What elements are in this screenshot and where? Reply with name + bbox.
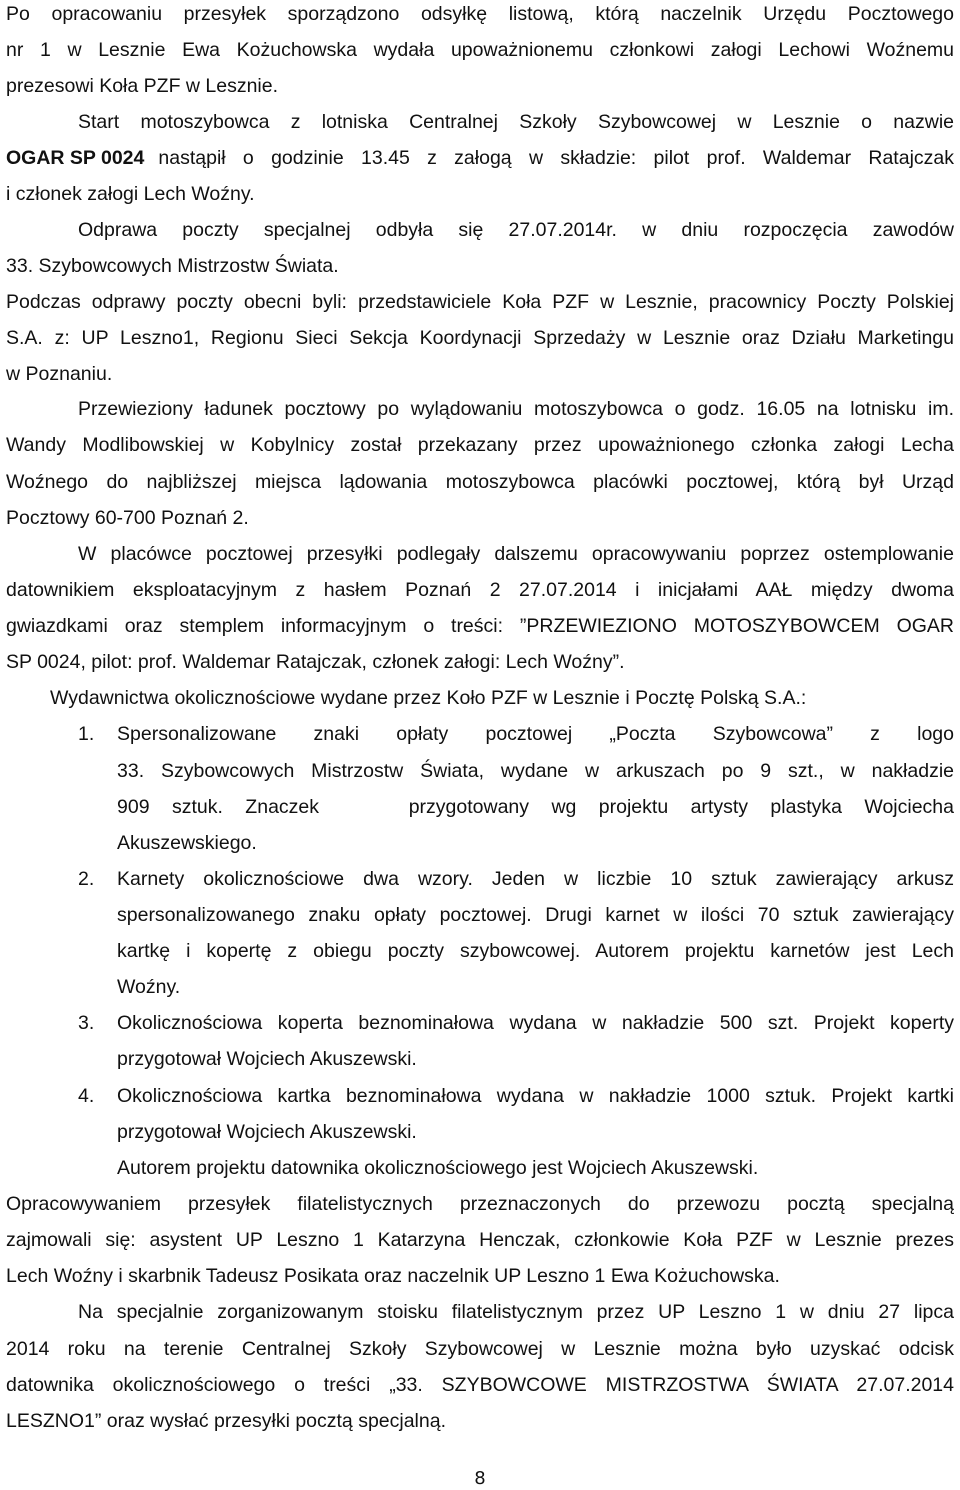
paragraph-line: Start motoszybowca z lotniska Centralnej Szkoły Szybowcowej w Lesznie o nazwie [78, 111, 954, 133]
paragraph-line: W placówce pocztowej przesyłki podlegały dalszemu opracowywaniu poprzez ostemplowanie [78, 543, 954, 565]
paragraph-text: nastąpił o godzinie 13.45 z załogą w składzie: pilot prof. Waldemar Ratajczak [158, 147, 954, 169]
paragraph-line: Podczas odprawy poczty obecni byli: przedstawiciele Koła PZF w Lesznie, pracownicy Poczty Polskiej [6, 291, 954, 313]
paragraph-line: Wydawnictwa okolicznościowe wydane przez Koło PZF w Lesznie i Pocztę Polską S.A.: [50, 687, 807, 709]
paragraph-line [6, 146, 954, 170]
paragraph-line: nr 1 w Lesznie Ewa Kożuchowska wydała upoważnionemu członkowi załogi Lechowi Woźnemu [6, 39, 954, 61]
list-note: Autorem projektu datownika okolicznościowego jest Wojciech Akuszewski. [117, 1157, 759, 1179]
paragraph-line: zajmowali się: asystent UP Leszno 1 Katarzyna Henczak, członkowie Koła PZF w Lesznie prezes [6, 1229, 954, 1251]
list-item-line: Spersonalizowane znaki opłaty pocztowej „Poczta Szybowcowa” z logo [117, 723, 954, 745]
paragraph-line: gwiazdkami oraz stemplem informacyjnym o treści: ”PRZEWIEZIONO MOTOSZYBOWCEM OGAR [6, 615, 954, 637]
list-item-line: 33. Szybowcowych Mistrzostw Świata, wydane w arkuszach po 9 szt., w nakładzie [117, 760, 954, 782]
paragraph-line: Odprawa poczty specjalnej odbyła się 27.07.2014r. w dniu rozpoczęcia zawodów [78, 219, 954, 241]
paragraph-line: Opracowywaniem przesyłek filatelistycznych przeznaczonych do przewozu pocztą specjalną [6, 1193, 954, 1215]
paragraph-line: Na specjalnie zorganizowanym stoisku filatelistycznym przez UP Leszno 1 w dniu 27 lipca [78, 1301, 954, 1323]
paragraph-line: 33. Szybowcowych Mistrzostw Świata. [6, 255, 339, 277]
paragraph-line: i członek załogi Lech Woźny. [6, 183, 255, 205]
paragraph-line: Wandy Modlibowskiej w Kobylnicy został przekazany przez upoważnionego członka załogi Lecha [6, 434, 954, 456]
paragraph-line: w Poznaniu. [6, 363, 113, 385]
list-item-line: przygotował Wojciech Akuszewski. [117, 1048, 417, 1070]
list-number: 4. [78, 1085, 95, 1107]
paragraph-line: prezesowi Koła PZF w Lesznie. [6, 75, 279, 97]
list-item-line: kartkę i kopertę z obiegu poczty szybowcowej. Autorem projektu karnetów jest Lech [117, 940, 954, 962]
list-number: 2. [78, 868, 95, 890]
list-item-line: Karnety okolicznościowe dwa wzory. Jeden w liczbie 10 sztuk zawierający arkusz [117, 868, 954, 890]
list-item-line: spersonalizowanego znaku opłaty pocztowej. Drugi karnet w ilości 70 sztuk zawierający [117, 904, 954, 926]
paragraph-line: datownikiem eksploatacyjnym z hasłem Poznań 2 27.07.2014 i inicjałami AAŁ między dwoma [6, 579, 954, 601]
list-item-line: 909 sztuk. Znaczek przygotowany wg projektu artysty plastyka Wojciecha [117, 796, 954, 818]
paragraph-line: 2014 roku na terenie Centralnej Szkoły Szybowcowej w Lesznie można było uzyskać odcisk [6, 1338, 954, 1360]
paragraph-line: S.A. z: UP Leszno1, Regionu Sieci Sekcja Koordynacji Sprzedaży w Lesznie oraz Działu Marketingu [6, 327, 954, 349]
glider-name: OGAR SP 0024 [6, 147, 145, 169]
page-number: 8 [474, 1468, 486, 1489]
list-number: 3. [78, 1012, 95, 1034]
list-item-line: Okolicznościowa kartka beznominałowa wydana w nakładzie 1000 sztuk. Projekt kartki [117, 1085, 954, 1107]
paragraph-line: Po opracowaniu przesyłek sporządzono odsyłkę listową, którą naczelnik Urzędu Pocztowego [6, 3, 954, 25]
list-number: 1. [78, 723, 95, 745]
paragraph-line: LESZNO1” oraz wysłać przesyłki pocztą specjalną. [6, 1410, 446, 1432]
list-item-line: Okolicznościowa koperta beznominałowa wydana w nakładzie 500 szt. Projekt koperty [117, 1012, 954, 1034]
paragraph-line: Pocztowy 60-700 Poznań 2. [6, 507, 249, 529]
list-item-line: przygotował Wojciech Akuszewski. [117, 1121, 417, 1143]
list-item-line: Akuszewskiego. [117, 832, 257, 854]
paragraph-line: Lech Woźny i skarbnik Tadeusz Posikata oraz naczelnik UP Leszno 1 Ewa Kożuchowska. [6, 1265, 780, 1287]
paragraph-line: Przewieziony ładunek pocztowy po wylądowaniu motoszybowca o godz. 16.05 na lotnisku im. [78, 398, 954, 420]
paragraph-line: datownika okolicznościowego o treści „33. SZYBOWCOWE MISTRZOSTWA ŚWIATA 27.07.2014 [6, 1374, 954, 1396]
paragraph-line: Woźnego do najbliższej miejsca lądowania motoszybowca placówki pocztowej, którą był Urząd [6, 471, 954, 493]
list-item-line: Woźny. [117, 976, 181, 998]
paragraph-line: SP 0024, pilot: prof. Waldemar Ratajczak, członek załogi: Lech Woźny”. [6, 651, 625, 673]
